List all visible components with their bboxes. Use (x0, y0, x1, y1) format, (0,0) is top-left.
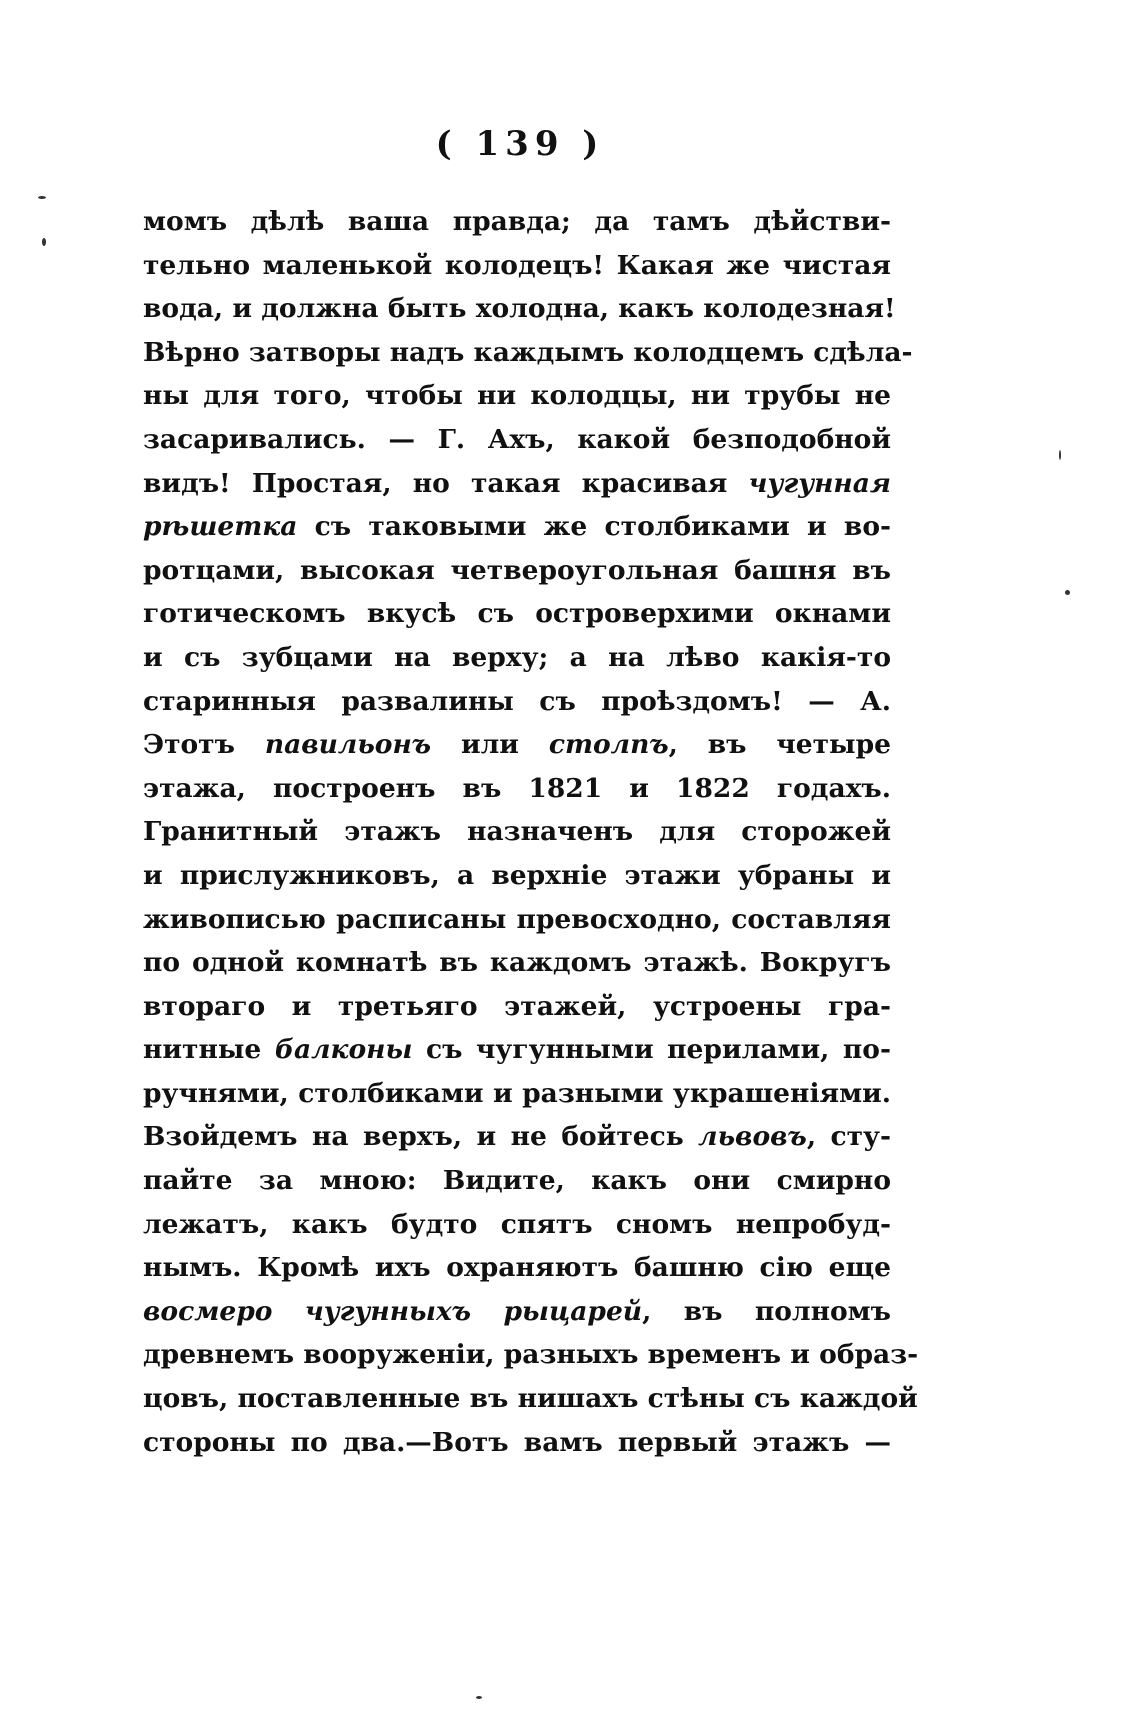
text-line (143, 287, 896, 331)
print-speck (476, 1696, 482, 1699)
text-run: видъ! Простая, но такая красивая (143, 467, 749, 499)
text-run: ротцами, высокая четвероугольная башня въ (143, 554, 891, 586)
text-run: вода, и должна быть холодна, какъ колодезная! (143, 293, 896, 325)
italic-text: львовъ (698, 1121, 807, 1153)
text-run: втораго и третьяго этажей, устроены гра- (143, 990, 891, 1022)
text-run: , въ полномъ (642, 1295, 891, 1327)
text-line (143, 636, 891, 680)
text-run: нымъ. Кромѣ ихъ охраняютъ башню сію еще (143, 1252, 891, 1284)
text-run: живописью расписаны превосходно, составляя (143, 903, 891, 935)
italic-text: чугунная (748, 467, 891, 499)
text-line (143, 1421, 891, 1465)
text-line (143, 592, 891, 636)
print-speck (42, 238, 46, 246)
text-run: по одной комнатѣ въ каждомъ этажѣ. Вокругъ (143, 947, 891, 979)
text-run: этажа, построенъ въ 1821 и 1822 годахъ. (143, 772, 891, 804)
italic-text: балконы (274, 1034, 413, 1066)
text-run: Вѣрно затворы надъ каждымъ колодцемъ сдѣла- (143, 336, 913, 368)
text-line (143, 374, 891, 418)
text-run: старинныя развалины съ проѣздомъ! — А. (143, 685, 891, 717)
text-run: Взойдемъ на верхъ, и не бойтесь (143, 1121, 699, 1153)
text-run: готическомъ вкусѣ съ островерхими окнами (143, 598, 891, 630)
text-run: цовъ, поставленные въ нишахъ стѣны съ каждой (143, 1383, 918, 1415)
text-run: тельно маленькой колодецъ! Какая же чистая (143, 249, 891, 281)
print-speck (1065, 590, 1070, 595)
body-text (143, 200, 919, 1464)
print-speck (1059, 450, 1061, 460)
text-line (143, 200, 891, 244)
text-line (143, 505, 891, 549)
text-line (143, 854, 891, 898)
text-line (143, 723, 891, 767)
text-line (143, 1377, 918, 1421)
italic-text: павильонъ (264, 729, 432, 761)
text-run: засаривались. — Г. Ахъ, какой безподобной (143, 423, 891, 455)
text-run: стороны по два.—Вотъ вамъ первый этажъ — (143, 1426, 891, 1458)
text-run: Гранитный этажъ назначенъ для сторожей (143, 816, 891, 848)
text-run: Этотъ (143, 729, 265, 761)
text-line (143, 1290, 891, 1334)
text-line (143, 985, 891, 1029)
text-line (143, 1115, 891, 1159)
text-line (143, 462, 891, 506)
text-line (143, 898, 891, 942)
italic-text: восмеро чугунныхъ рыцарей (143, 1295, 643, 1327)
text-line (143, 941, 891, 985)
text-line (143, 680, 891, 724)
text-line (143, 1159, 891, 1203)
text-run: и съ зубцами на верху; а на лѣво какія-то (143, 641, 891, 673)
text-line (143, 549, 891, 593)
text-run: пайте за мною: Видите, какъ они смирно (143, 1165, 891, 1197)
text-run: момъ дѣлѣ ваша правда; да тамъ дѣйстви- (143, 206, 891, 237)
text-run: съ чугунными перилами, по- (412, 1034, 891, 1066)
text-line (143, 1028, 891, 1072)
text-line (143, 1203, 891, 1247)
text-run: и прислужниковъ, а верхніе этажи убраны и (143, 859, 891, 891)
text-line (143, 418, 891, 462)
italic-text: рѣшетка (143, 511, 298, 543)
text-line (143, 1333, 919, 1377)
text-run: ручнями, столбиками и разными украшеніями. (143, 1077, 891, 1109)
text-line (143, 810, 891, 854)
text-line (143, 1246, 891, 1290)
text-run: лежатъ, какъ будто спятъ сномъ непробуд- (143, 1208, 891, 1240)
text-line (143, 767, 891, 811)
text-run: древнемъ вооруженіи, разныхъ временъ и образ- (143, 1339, 919, 1371)
text-run: ны для того, чтобы ни колодцы, ни трубы не (143, 380, 891, 412)
text-line (143, 331, 913, 375)
page-number: ( 139 ) (435, 124, 605, 164)
text-line (143, 1072, 891, 1116)
text-line (143, 244, 891, 288)
text-run: , въ четыре (668, 729, 891, 761)
text-run: съ таковыми же столбиками и во- (297, 511, 891, 543)
text-run: , сту- (806, 1121, 891, 1153)
text-run: нитные (143, 1034, 275, 1066)
print-speck (38, 196, 46, 199)
italic-text: столпъ (548, 729, 669, 761)
text-run: или (431, 729, 549, 761)
